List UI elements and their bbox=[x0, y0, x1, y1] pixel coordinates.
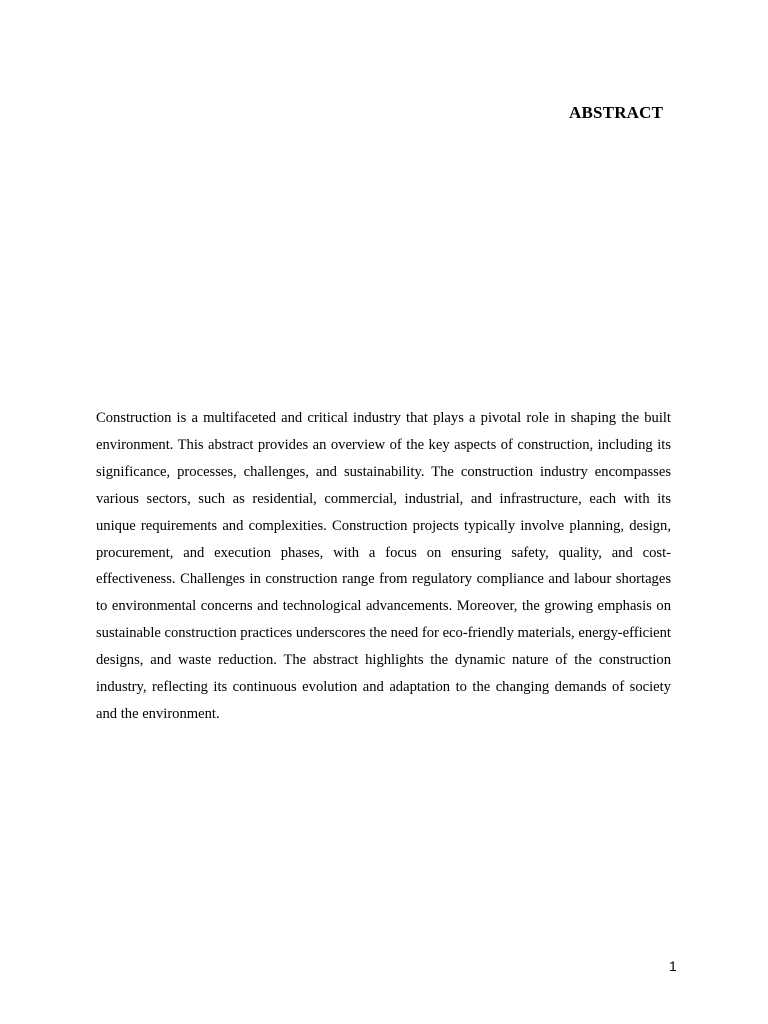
page-title: ABSTRACT bbox=[569, 103, 664, 122]
page-number: 1 bbox=[669, 958, 677, 974]
abstract-paragraph: Construction is a multifaceted and critical industry that plays a pivotal role in shaping the built environment. This abstract provides an overview of the key aspects of construction, including its significance, processes, challenges, and sustainability. The construction industry encompasses various sectors, such as residential, commercial, industrial, and infrastructure, each with its unique requirements and complexities. Construction projects typically involve planning, design, procurement, and execution phases, with a focus on ensuring safety, quality, and cost-effectiveness. Challenges in construction range from regulatory compliance and labour shortages to environmental concerns and technological advancements. Moreover, the growing emphasis on sustainable construction practices underscores the need for eco-friendly materials, energy-efficient designs, and waste reduction. The abstract highlights the dynamic nature of the construction industry, reflecting its continuous evolution and adaptation to the changing demands of society and the environment. bbox=[96, 410, 671, 722]
